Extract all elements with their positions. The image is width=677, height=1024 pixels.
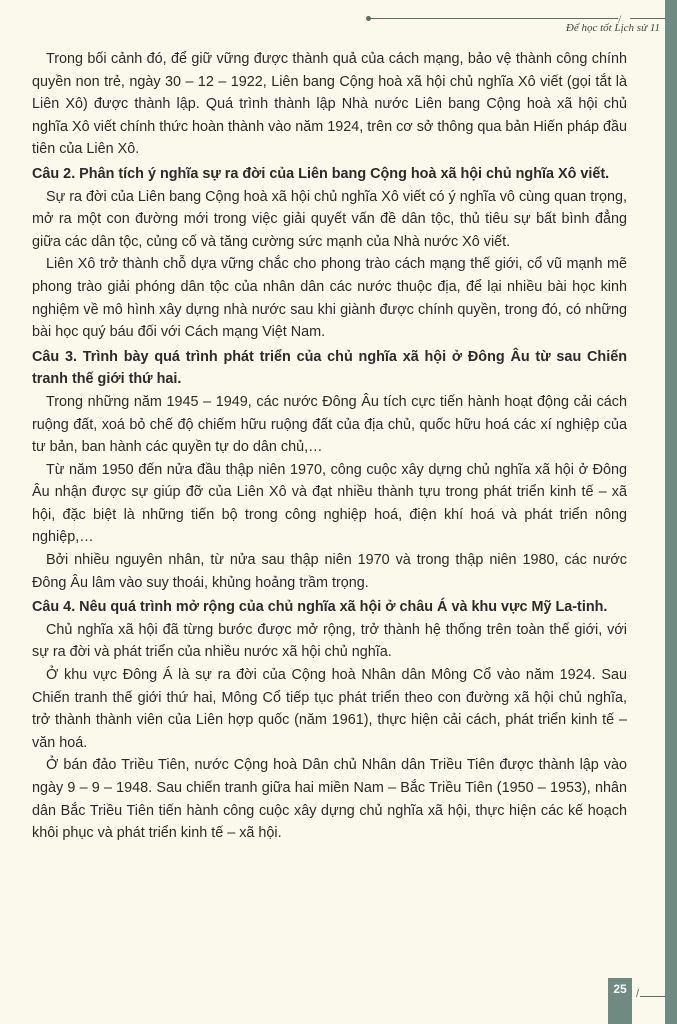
question-heading: Câu 2. Phân tích ý nghĩa sự ra đời của Liên bang Cộng hoà xã hội chủ nghĩa Xô viết. (32, 165, 610, 182)
paragraph: Bởi nhiều nguyên nhân, từ nửa sau thập niên 1970 và trong thập niên 1980, các nước Đông Âu lâm vào suy thoái, khủng hoảng trầm trọng. (32, 552, 627, 591)
paragraph: Liên Xô trở thành chỗ dựa vững chắc cho phong trào cách mạng thế giới, cổ vũ mạnh mẽ phong trào giải phóng dân tộc của nhân dân các nước thuộc địa, để lại nhiều bài học kinh nghiệm về mô hình xây dựng nhà nước sau khi giành được chính quyền, trong đó, có những bài học quý báu đối với Cách mạng Việt Nam. (32, 256, 627, 341)
paragraph: Ở khu vực Đông Á là sự ra đời của Cộng hoà Nhân dân Mông Cổ vào năm 1924. Sau Chiến tranh thế giới thứ hai, Mông Cổ tiếp tục phát triển theo con đường xã hội chủ nghĩa, trở thành thành viên của Liên hợp quốc (năm 1961), thực hiện cải cách, phát triển kinh tế – văn hoá. (32, 667, 627, 751)
header-rule (368, 18, 618, 19)
page-number: 25 (613, 982, 627, 996)
paragraph: Sự ra đời của Liên bang Cộng hoà xã hội chủ nghĩa Xô viết có ý nghĩa vô cùng quan trọng, mở ra một con đường mới trong việc giải quyết vấn đề dân tộc, thủ tiêu sự bất bình đẳng giữa các dân tộc, củng cố và tăng cường sức mạnh của Nhà nước Xô viết. (32, 188, 627, 250)
body-text (32, 48, 627, 845)
paragraph: Từ năm 1950 đến nửa đầu thập niên 1970, công cuộc xây dựng chủ nghĩa xã hội ở Đông Âu nhận được sự giúp đỡ của Liên Xô và đạt nhiều thành tựu trong phát triển kinh tế – xã hội, đặc biệt là những tiến bộ trong công nghiệp hoá, điện khí hoá và phát triển nông nghiệp,… (32, 461, 627, 546)
question-heading: Câu 4. Nêu quá trình mở rộng của chủ nghĩa xã hội ở châu Á và khu vực Mỹ La-tinh. (32, 599, 608, 616)
footer-rule (640, 996, 665, 997)
paragraph: Trong bối cảnh đó, để giữ vững được thành quả của cách mạng, bảo vệ thành công chính quyền non trẻ, ngày 30 – 12 – 1922, Liên bang Cộng hoà xã hội chủ nghĩa Xô viết (gọi tắt là Liên Xô) được thành lập. Quá trình thành lập Nhà nước Liên bang Cộng hoà xã hội chủ nghĩa Xô viết chính thức hoàn thành vào năm 1924, trên cơ sở thông qua bản Hiến pháp đầu tiên của Liên Xô. (32, 51, 627, 158)
paragraph: Ở bán đảo Triều Tiên, nước Cộng hoà Dân chủ Nhân dân Triều Tiên được thành lập vào ngày 9 – 9 – 1948. Sau chiến tranh giữa hai miền Nam – Bắc Triều Tiên (1950 – 1953), nhân dân Bắc Triều Tiên tiến hành công cuộc xây dựng chủ nghĩa xã hội, thực hiện các kế hoạch khôi phục và phát triển kinh tế – xã hội. (32, 757, 627, 842)
paragraph: Chủ nghĩa xã hội đã từng bước được mở rộng, trở thành hệ thống trên toàn thế giới, với sự ra đời và phát triển của nhiều nước xã hội chủ nghĩa. (32, 621, 627, 661)
footer-slash-mark: / (636, 988, 640, 1000)
running-header-title: Để học tốt Lịch sử 11 (565, 22, 660, 34)
question-heading: Câu 3. Trình bày quá trình phát triển của chủ nghĩa xã hội ở Đông Âu từ sau Chiến tranh thế giới thứ hai. (32, 348, 627, 388)
header-slash-mark: / (618, 12, 622, 26)
right-edge-bar (665, 0, 677, 1024)
paragraph: Trong những năm 1945 – 1949, các nước Đông Âu tích cực tiến hành hoạt động cải cách ruộng đất, xoá bỏ chế độ chiếm hữu ruộng đất của địa chủ, quốc hữu hoá các xí nghiệp của tư bản, ban hành các quyền tự do dân chủ,… (32, 393, 627, 456)
header-rule-right (630, 18, 665, 19)
